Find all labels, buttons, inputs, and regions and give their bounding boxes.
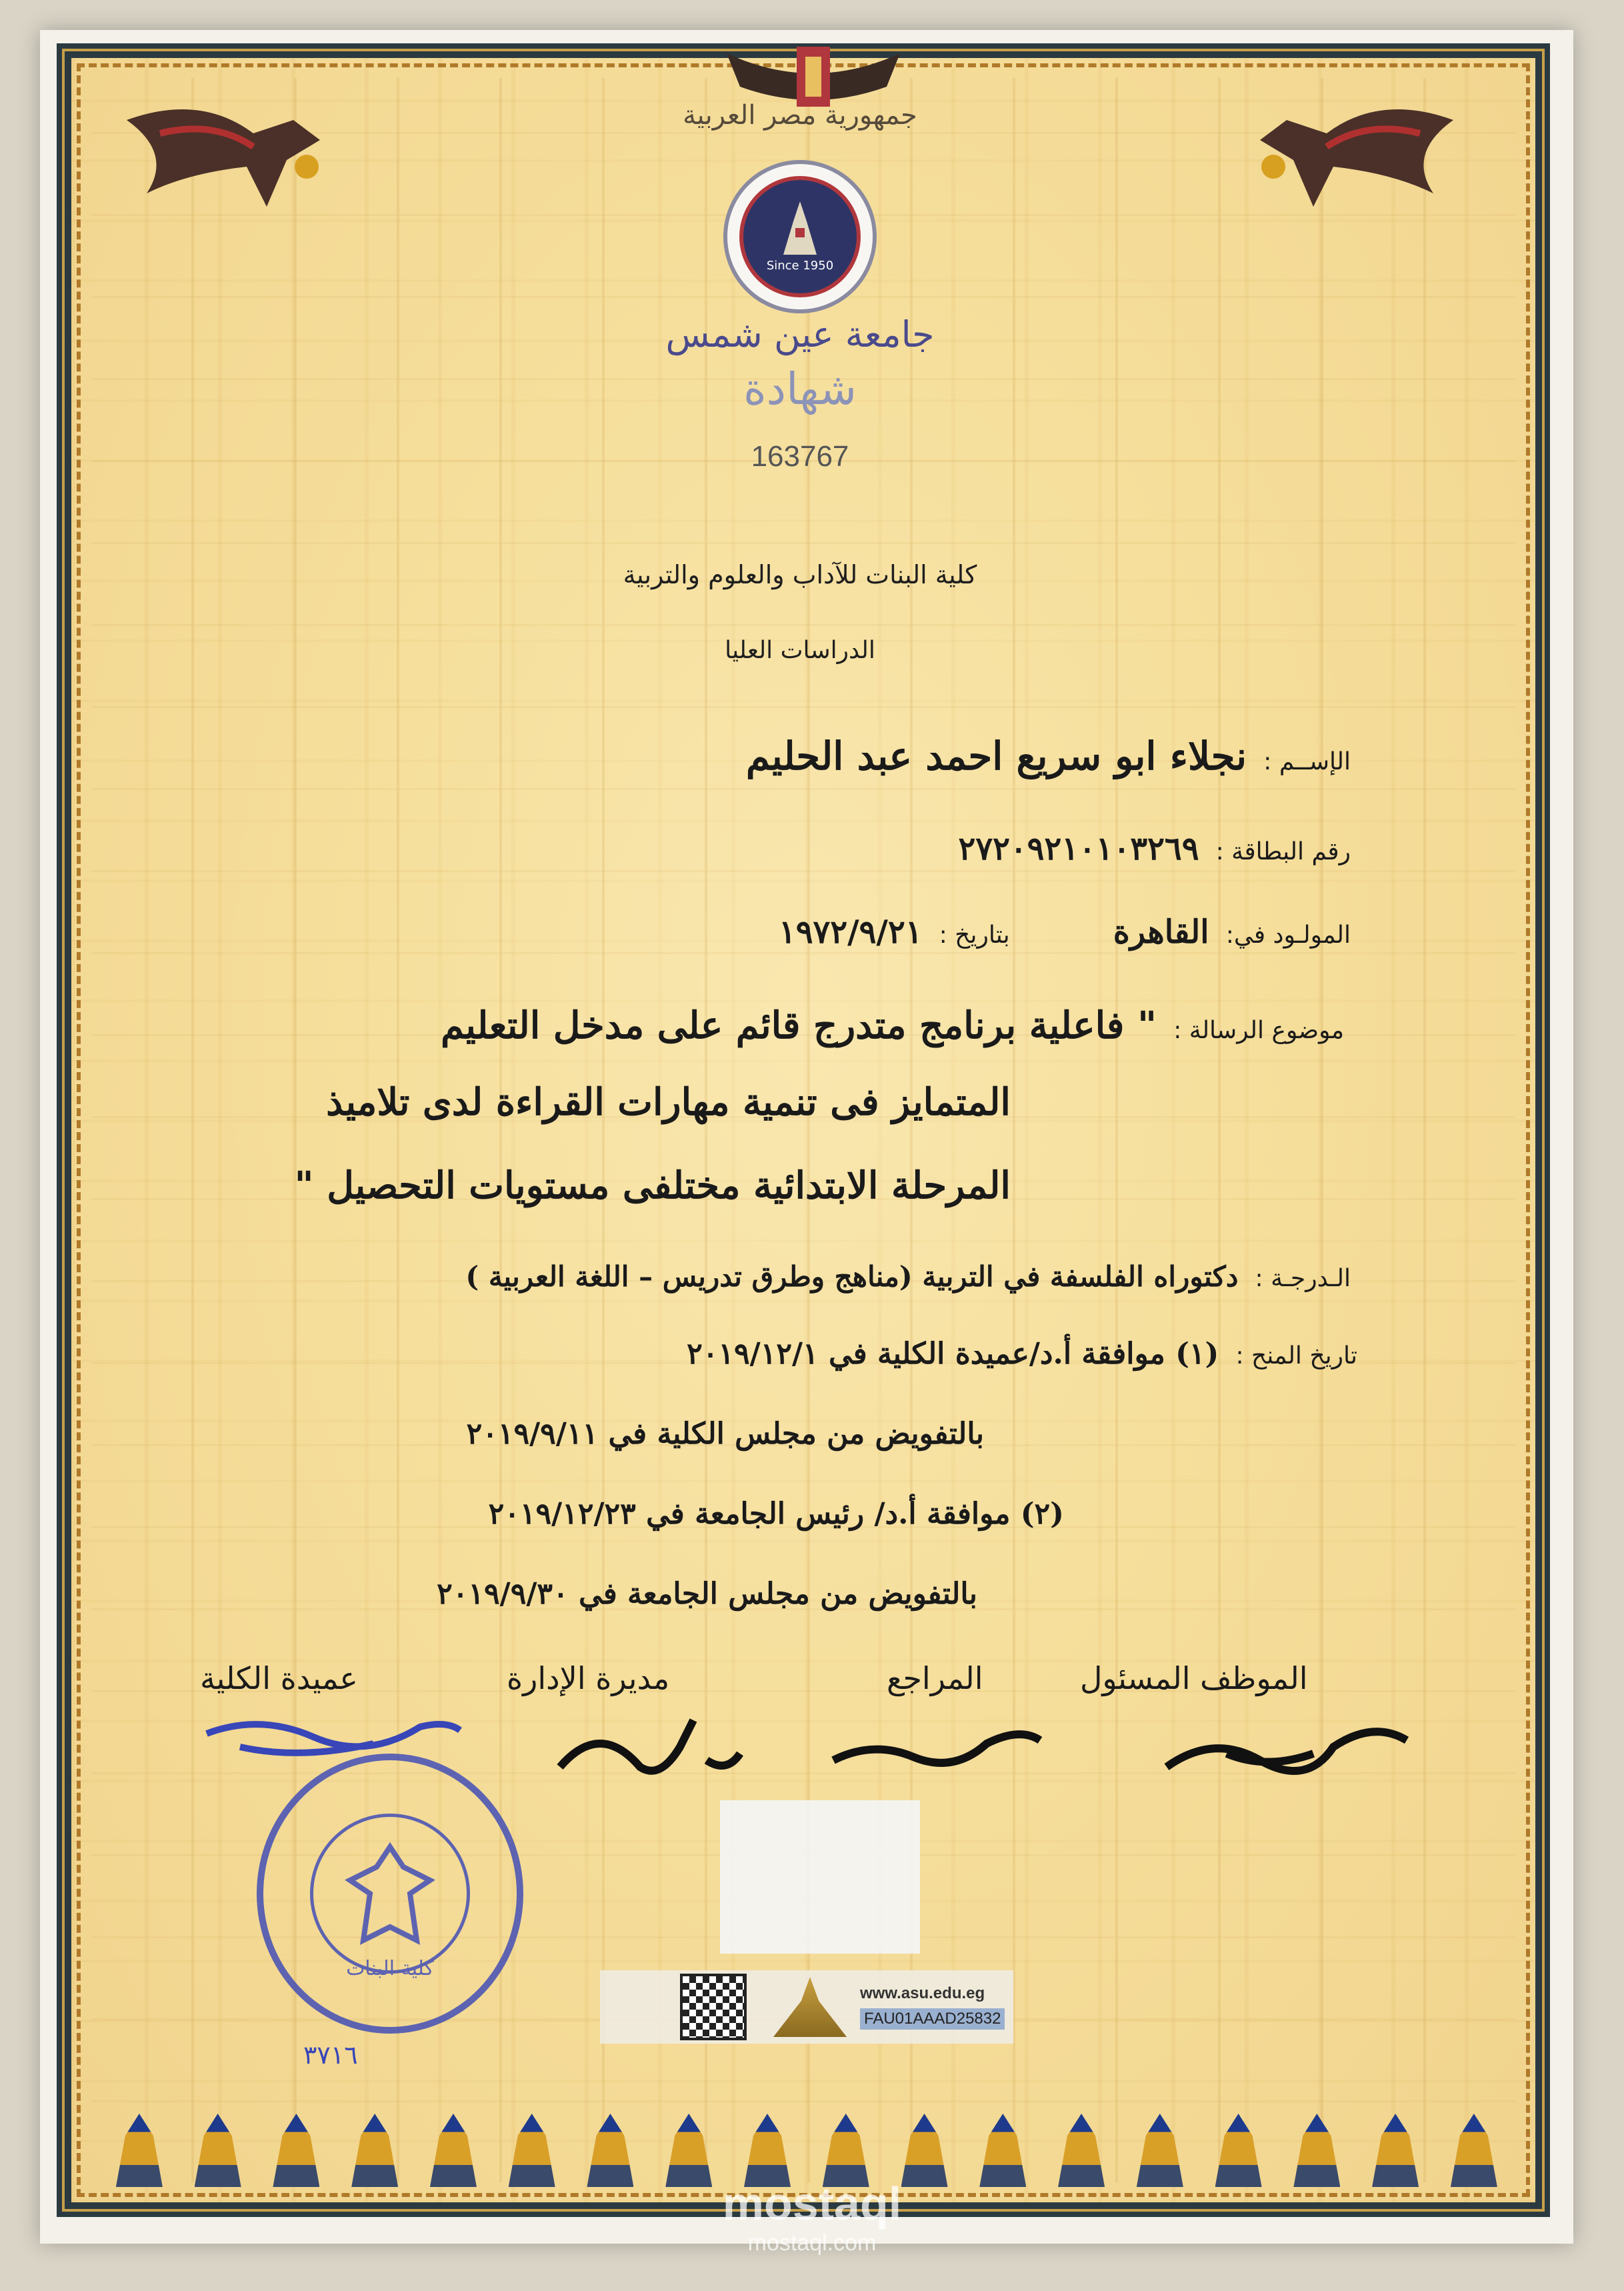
lotus-icon — [1293, 2114, 1340, 2187]
reviewer-label: المراجع — [887, 1660, 983, 1696]
birth-place: القاهرة — [1113, 913, 1209, 951]
university-emblem-icon — [723, 160, 877, 313]
dean-label: عميدة الكلية — [200, 1660, 358, 1696]
officer-signature — [1160, 1707, 1413, 1780]
degree-label: الـدرجـة : — [1255, 1265, 1351, 1292]
name-row — [746, 733, 1351, 779]
lotus-icon — [430, 2114, 477, 2187]
watermark-logo: mostaql — [722, 2178, 902, 2230]
certificate-serial: 163767 — [751, 440, 849, 473]
officer-label: الموظف المسئول — [1080, 1660, 1308, 1696]
lotus-icon — [1451, 2114, 1497, 2187]
lotus-icon — [509, 2114, 555, 2187]
birth-date: ١٩٧٢/٩/٢١ — [778, 913, 923, 951]
emblem-caption: Since 1950 — [766, 258, 834, 273]
lotus-icon — [195, 2114, 241, 2187]
degree-value: دكتوراه الفلسفة في التربية (مناهج وطرق تدريس – اللغة العربية ) — [465, 1260, 1239, 1293]
dean-signature — [200, 1707, 467, 1767]
security-sticker — [720, 1800, 920, 1954]
lotus-icon — [744, 2114, 791, 2187]
stamp-number: ٣٧١٦ — [303, 2040, 358, 2070]
grant-note-2: بالتفويض من مجلس الجامعة في ٢٠١٩/٩/٣٠ — [437, 1577, 977, 1611]
lotus-icon — [1372, 2114, 1419, 2187]
right-falcon-icon — [1220, 93, 1460, 213]
stamp-eagle-icon — [310, 1814, 470, 1974]
qr-code-icon[interactable] — [680, 1974, 747, 2040]
grant-label: تاريخ المنح : — [1235, 1342, 1357, 1370]
lotus-icon — [587, 2114, 633, 2187]
verification-code: FAU01AAAD25832 — [860, 2008, 1005, 2030]
thesis-line-1: " فاعلية برنامج متدرج قائم على مدخل التعليم — [441, 1003, 1157, 1047]
thesis-label: موضوع الرسالة : — [1173, 1017, 1344, 1044]
tower-icon — [777, 201, 823, 255]
department-name: الدراسات العليا — [725, 637, 875, 664]
lotus-icon — [823, 2114, 869, 2187]
lotus-border — [100, 2100, 1513, 2187]
grant-approval-2: (٢) موافقة أ.د/ رئيس الجامعة في ٢٠١٩/١٢/٢٣ — [488, 1497, 1064, 1531]
lotus-icon — [273, 2114, 319, 2187]
thesis-line-2: المتمايز فى تنمية مهارات القراءة لدى تلاميذ — [326, 1080, 1011, 1124]
admin-director-label: مديرة الإدارة — [507, 1660, 670, 1696]
republic-name: جمهورية مصر العربية — [683, 100, 917, 131]
thesis-row — [441, 1003, 1344, 1047]
asu-logo-icon — [773, 1977, 847, 2037]
name-label: الإســم : — [1263, 748, 1351, 775]
grant-approval-1: (١) موافقة أ.د/عميدة الكلية في ٢٠١٩/١٢/١ — [687, 1337, 1219, 1371]
stamp-text: كلية البنات — [346, 1957, 434, 1980]
id-label: رقم البطاقة : — [1215, 838, 1351, 865]
lotus-icon — [665, 2114, 712, 2187]
id-value: ٢٧٢٠٩٢١٠١٠٣٢٦٩ — [958, 830, 1199, 867]
watermark-url: mostaql.com — [747, 2230, 877, 2256]
lotus-icon — [116, 2114, 163, 2187]
name-value: نجلاء ابو سريع احمد عبد الحليم — [745, 733, 1247, 779]
emblem-center — [739, 176, 861, 297]
university-name: جامعة عين شمس — [665, 313, 935, 355]
birth-label: المولـود في: — [1225, 921, 1351, 949]
verification-strip — [600, 1970, 1013, 2044]
thesis-line-3: المرحلة الابتدائية مختلفى مستويات التحصيل " — [294, 1164, 1011, 1208]
reviewer-signature — [827, 1707, 1047, 1774]
lotus-icon — [1215, 2114, 1262, 2187]
lotus-icon — [1058, 2114, 1105, 2187]
admin-director-signature — [547, 1707, 747, 1787]
lotus-icon — [979, 2114, 1026, 2187]
lotus-icon — [901, 2114, 948, 2187]
certificate-title: شهادة — [743, 363, 857, 415]
id-row — [959, 830, 1351, 867]
left-falcon-icon — [120, 93, 360, 213]
faculty-stamp — [257, 1754, 523, 2034]
lotus-icon — [351, 2114, 398, 2187]
grant-row — [687, 1337, 1357, 1371]
lotus-icon — [1137, 2114, 1183, 2187]
degree-row — [465, 1260, 1351, 1293]
birth-row — [779, 913, 1351, 951]
grant-note-1: بالتفويض من مجلس الكلية في ٢٠١٩/٩/١١ — [466, 1417, 984, 1451]
verification-url[interactable]: www.asu.edu.eg — [860, 1984, 985, 2002]
birth-date-label: بتاريخ : — [939, 921, 1010, 949]
faculty-name: كلية البنات للآداب والعلوم والتربية — [623, 560, 977, 589]
